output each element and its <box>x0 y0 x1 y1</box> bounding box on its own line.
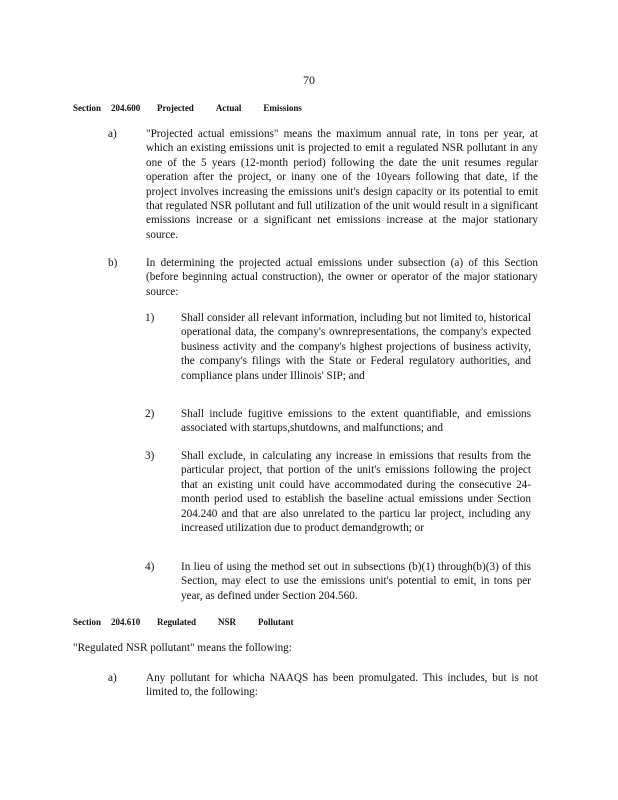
section-title-word: Projected <box>157 103 194 113</box>
paragraph-text: "Projected actual emissions" means the maximum annual rate, in tons per year, at which an existing emissions unit is projected to emit a regulated NSR pollutant in any one of the 5 years (12-month period) following the date the unit resumes regular operation after the project, or inany one of the 10years following that date, if the project involves increasing the emissions unit's design capacity or its potential to emit that regulated NSR pollutant and full utilization of the unit would result in a significant emissions increase or a significant net emissions increase at the major stationary source. <box>146 128 538 241</box>
section-number: 204.610 <box>111 617 141 627</box>
definition-intro: "Regulated NSR pollutant" means the following: <box>73 642 292 654</box>
section-label: Section <box>73 617 101 627</box>
paragraph-label: a) <box>108 672 117 684</box>
section-title-word: Emissions <box>263 103 302 113</box>
subparagraph-label: 2) <box>145 408 155 420</box>
paragraph-label: a) <box>108 128 117 140</box>
paragraph-label: b) <box>108 257 118 269</box>
section-label: Section <box>73 103 101 113</box>
subparagraph-text: Shall include fugitive emissions to the extent quantifiable, and emissions associated with startups,shutdowns, and malfunctions; and <box>181 408 531 435</box>
paragraph-text: In determining the projected actual emissions under subsection (a) of this Section (before beginning actual construction), the owner or operator of the major stationary source: <box>146 257 538 298</box>
subparagraph-label: 4) <box>145 561 155 573</box>
subparagraph-text: Shall consider all relevant information, including but not limited to, historical operational data, the company's ownrepresentations, the company's expected business activity and the company's highest projections of business activity, the company's filings with the State or Federal regulatory authorities, and compliance plans under Illinois' SIP; and <box>181 312 531 382</box>
subparagraph-label: 1) <box>145 312 155 324</box>
page-number: 70 <box>303 73 315 87</box>
section-number: 204.600 <box>111 103 141 113</box>
section-title-word: Pollutant <box>258 617 294 627</box>
section-heading-204600 <box>73 103 302 113</box>
section-title-word: NSR <box>218 617 237 627</box>
subparagraph-text: Shall exclude, in calculating any increase in emissions that results from the particular project, that portion of the unit's emissions following the project that an existing unit could have accommodated during the consecutive 24-month period used to establish the baseline actual emissions under Section 204.240 and that are also unrelated to the particu lar project, including any increased utilization due to product demandgrowth; or <box>181 450 531 535</box>
paragraph-text: Any pollutant for whicha NAAQS has been promulgated. This includes, but is not limited to, the following: <box>146 672 538 699</box>
section-title-word: Actual <box>215 103 242 113</box>
section-title-word: Regulated <box>157 617 196 627</box>
section-heading-204610 <box>73 617 294 627</box>
subparagraph-label: 3) <box>145 450 155 462</box>
subparagraph-text: In lieu of using the method set out in subsections (b)(1) through(b)(3) of this Section, may elect to use the emissions unit's potential to emit, in tons per year, as defined under Section 204.560. <box>181 561 531 602</box>
